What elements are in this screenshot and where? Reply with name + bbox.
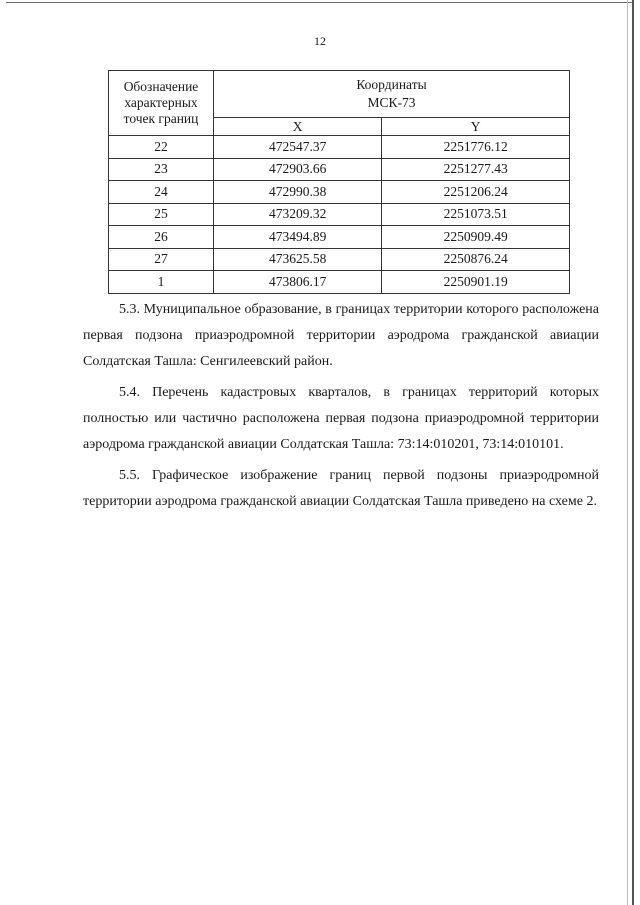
header-x: X [214, 118, 382, 136]
table-row [109, 203, 570, 226]
cell-y: 2250876.24 [382, 248, 570, 271]
table-row [109, 248, 570, 271]
cell-y: 2250909.49 [382, 226, 570, 249]
page-number: 12 [314, 34, 326, 48]
right-scan-edge-inner [627, 0, 628, 905]
header-coordinates-label: Координаты [356, 77, 427, 92]
body-text [83, 297, 599, 515]
table-row [109, 226, 570, 249]
header-point-line-3: точек границ [123, 111, 199, 126]
cell-y: 2251206.24 [382, 181, 570, 204]
cell-y: 2251073.51 [382, 203, 570, 226]
paragraph-5-5: 5.5. Графическое изображение границ первой подзоны приаэродромной территории аэродрома гражданской авиации Солдатская Ташла приведено на схеме 2. [83, 468, 599, 509]
cell-y: 2251776.12 [382, 136, 570, 159]
header-coordinate-system: МСК-73 [367, 95, 416, 110]
table-row [109, 271, 570, 294]
table-row [109, 181, 570, 204]
cell-x: 472903.66 [214, 158, 382, 181]
cell-x: 472547.37 [214, 136, 382, 159]
cell-point: 27 [109, 248, 214, 271]
coordinates-table [108, 70, 570, 294]
cell-point: 23 [109, 158, 214, 181]
cell-point: 1 [109, 271, 214, 294]
cell-y: 2250901.19 [382, 271, 570, 294]
header-point-line-2: характерных [124, 95, 198, 110]
cell-point: 26 [109, 226, 214, 249]
top-border-line [6, 2, 634, 3]
cell-point: 25 [109, 203, 214, 226]
table-row [109, 136, 570, 159]
paragraph-5-4: 5.4. Перечень кадастровых кварталов, в границах территорий которых полностью или частично расположена первая подзона приаэродромной территории аэродрома гражданской авиации Солдатская Ташла: 73:14:010201, 73:14:010101. [83, 385, 599, 452]
right-scan-edge [632, 0, 634, 905]
cell-x: 473806.17 [214, 271, 382, 294]
cell-y: 2251277.43 [382, 158, 570, 181]
cell-x: 473625.58 [214, 248, 382, 271]
cell-x: 473494.89 [214, 226, 382, 249]
table-row [109, 158, 570, 181]
paragraph-5-3: 5.3. Муниципальное образование, в границах территории которого расположена первая подзона приаэродромной территории аэродрома гражданской авиации Солдатская Ташла: Сенгилеевский район. [83, 302, 599, 369]
cell-point: 22 [109, 136, 214, 159]
header-point-designation [109, 71, 214, 136]
cell-x: 472990.38 [214, 181, 382, 204]
header-point-line-1: Обозначение [123, 79, 199, 94]
header-y: Y [382, 118, 570, 136]
cell-x: 473209.32 [214, 203, 382, 226]
header-coordinates [214, 71, 570, 118]
cell-point: 24 [109, 181, 214, 204]
